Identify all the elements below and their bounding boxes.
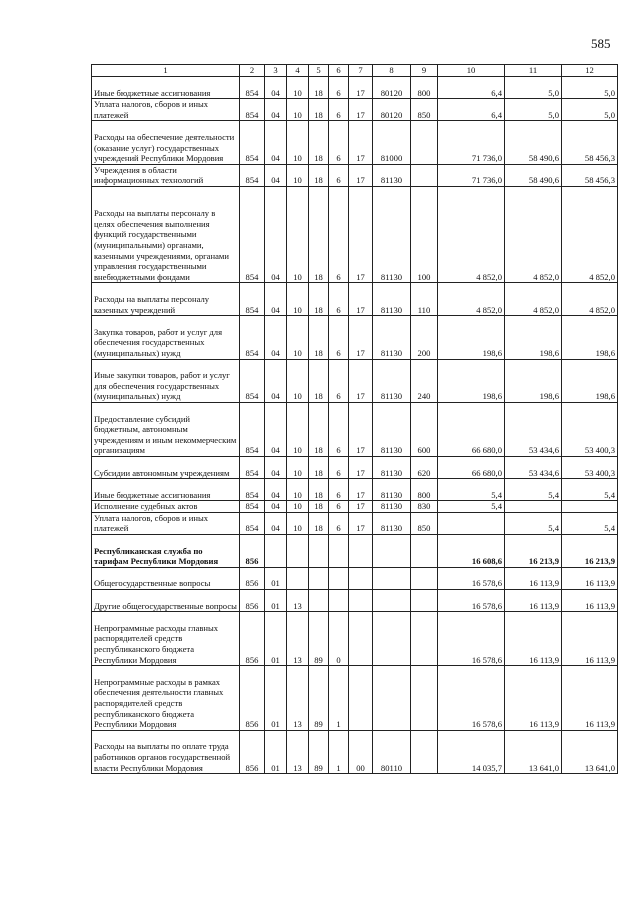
- row-label: Общегосударственные вопросы: [92, 567, 240, 589]
- cell-col-8: 81130: [373, 316, 411, 359]
- cell-col-10: 16 578,6: [438, 590, 505, 612]
- table-row: [92, 164, 618, 186]
- cell-col-12: 4 852,0: [562, 283, 618, 316]
- cell-col-4: 10: [287, 402, 309, 456]
- cell-col-3: 04: [265, 512, 287, 534]
- column-header-9: 9: [411, 65, 438, 77]
- cell-col-12: 16 113,9: [562, 612, 618, 666]
- row-label: Другие общегосударственные вопросы: [92, 590, 240, 612]
- cell-col-2: 854: [240, 359, 265, 402]
- cell-col-11: 5,4: [505, 512, 562, 534]
- cell-col-7: 17: [349, 316, 373, 359]
- cell-col-6: [329, 567, 349, 589]
- cell-col-3: 04: [265, 186, 287, 282]
- column-header-11: 11: [505, 65, 562, 77]
- cell-col-11: 16 113,9: [505, 567, 562, 589]
- column-header-7: 7: [349, 65, 373, 77]
- cell-col-8: 81130: [373, 456, 411, 478]
- cell-col-10: 16 578,6: [438, 666, 505, 731]
- cell-col-4: 10: [287, 99, 309, 121]
- cell-col-9: 240: [411, 359, 438, 402]
- cell-col-12: 5,4: [562, 479, 618, 501]
- cell-col-9: 850: [411, 512, 438, 534]
- row-label: Иные бюджетные ассигнования: [92, 479, 240, 501]
- cell-col-4: 13: [287, 730, 309, 773]
- cell-col-3: 04: [265, 456, 287, 478]
- cell-col-9: 600: [411, 402, 438, 456]
- cell-col-10: 6,4: [438, 77, 505, 99]
- cell-col-3: 04: [265, 99, 287, 121]
- cell-col-10: 71 736,0: [438, 164, 505, 186]
- cell-col-9: [411, 535, 438, 568]
- cell-col-9: [411, 567, 438, 589]
- cell-col-8: [373, 612, 411, 666]
- cell-col-2: 854: [240, 121, 265, 164]
- cell-col-10: 14 035,7: [438, 730, 505, 773]
- cell-col-10: 5,4: [438, 479, 505, 501]
- budget-table: [91, 64, 618, 774]
- cell-col-12: 16 113,9: [562, 666, 618, 731]
- cell-col-4: 10: [287, 316, 309, 359]
- cell-col-11: 16 213,9: [505, 535, 562, 568]
- cell-col-9: [411, 612, 438, 666]
- cell-col-9: 800: [411, 77, 438, 99]
- cell-col-12: 5,0: [562, 99, 618, 121]
- cell-col-5: [309, 567, 329, 589]
- cell-col-8: 81130: [373, 479, 411, 501]
- cell-col-11: 198,6: [505, 316, 562, 359]
- cell-col-6: 6: [329, 512, 349, 534]
- cell-col-4: 13: [287, 666, 309, 731]
- cell-col-9: 620: [411, 456, 438, 478]
- cell-col-4: 13: [287, 590, 309, 612]
- table-row: [92, 77, 618, 99]
- cell-col-6: 6: [329, 283, 349, 316]
- cell-col-10: 4 852,0: [438, 186, 505, 282]
- cell-col-8: 81000: [373, 121, 411, 164]
- cell-col-12: 5,0: [562, 77, 618, 99]
- cell-col-4: 10: [287, 456, 309, 478]
- cell-col-5: 18: [309, 479, 329, 501]
- table-row: [92, 535, 618, 568]
- cell-col-6: 6: [329, 501, 349, 513]
- cell-col-4: 10: [287, 164, 309, 186]
- cell-col-7: 17: [349, 359, 373, 402]
- cell-col-5: 18: [309, 359, 329, 402]
- table-row: [92, 666, 618, 731]
- cell-col-12: 53 400,3: [562, 402, 618, 456]
- cell-col-10: 5,4: [438, 501, 505, 513]
- cell-col-5: 18: [309, 283, 329, 316]
- cell-col-12: 13 641,0: [562, 730, 618, 773]
- cell-col-6: 6: [329, 359, 349, 402]
- row-label: Непрограммные расходы главных распорядителей средств республиканского бюджета Республики Мордовия: [92, 612, 240, 666]
- cell-col-9: 200: [411, 316, 438, 359]
- cell-col-5: 89: [309, 730, 329, 773]
- cell-col-6: [329, 535, 349, 568]
- cell-col-6: 6: [329, 164, 349, 186]
- cell-col-9: 100: [411, 186, 438, 282]
- cell-col-11: 5,0: [505, 77, 562, 99]
- cell-col-7: 17: [349, 402, 373, 456]
- cell-col-7: [349, 590, 373, 612]
- cell-col-7: 17: [349, 283, 373, 316]
- table-row: [92, 501, 618, 513]
- cell-col-4: [287, 567, 309, 589]
- cell-col-10: [438, 512, 505, 534]
- cell-col-10: 16 578,6: [438, 612, 505, 666]
- table-row: [92, 359, 618, 402]
- cell-col-6: 6: [329, 121, 349, 164]
- table-row: [92, 512, 618, 534]
- cell-col-6: 6: [329, 402, 349, 456]
- cell-col-5: 18: [309, 402, 329, 456]
- cell-col-7: [349, 666, 373, 731]
- cell-col-2: 854: [240, 283, 265, 316]
- row-label: Непрограммные расходы в рамках обеспечения деятельности главных распорядителей средств республиканского бюджета Республики Мордовия: [92, 666, 240, 731]
- cell-col-9: [411, 730, 438, 773]
- cell-col-11: 53 434,6: [505, 402, 562, 456]
- cell-col-5: 18: [309, 316, 329, 359]
- cell-col-10: 4 852,0: [438, 283, 505, 316]
- column-header-10: 10: [438, 65, 505, 77]
- cell-col-3: 04: [265, 501, 287, 513]
- cell-col-2: 856: [240, 590, 265, 612]
- table-row: [92, 479, 618, 501]
- cell-col-7: [349, 567, 373, 589]
- cell-col-4: 13: [287, 612, 309, 666]
- cell-col-12: 16 113,9: [562, 567, 618, 589]
- cell-col-11: 4 852,0: [505, 186, 562, 282]
- column-header-5: 5: [309, 65, 329, 77]
- table-row: [92, 590, 618, 612]
- row-label: Закупка товаров, работ и услуг для обеспечения государственных (муниципальных) нужд: [92, 316, 240, 359]
- row-label: Уплата налогов, сборов и иных платежей: [92, 99, 240, 121]
- cell-col-12: 58 456,3: [562, 121, 618, 164]
- cell-col-2: 854: [240, 479, 265, 501]
- cell-col-4: 10: [287, 186, 309, 282]
- cell-col-8: [373, 567, 411, 589]
- cell-col-8: 81130: [373, 359, 411, 402]
- cell-col-7: 17: [349, 77, 373, 99]
- cell-col-11: 16 113,9: [505, 612, 562, 666]
- column-header-2: 2: [240, 65, 265, 77]
- table-row: [92, 612, 618, 666]
- cell-col-5: 18: [309, 186, 329, 282]
- cell-col-3: 04: [265, 479, 287, 501]
- cell-col-12: 16 213,9: [562, 535, 618, 568]
- cell-col-8: 80120: [373, 99, 411, 121]
- cell-col-6: 6: [329, 99, 349, 121]
- cell-col-3: 04: [265, 77, 287, 99]
- row-label: Расходы на обеспечение деятельности (оказание услуг) государственных учреждений Республики Мордовия: [92, 121, 240, 164]
- cell-col-6: 6: [329, 186, 349, 282]
- cell-col-5: 18: [309, 456, 329, 478]
- cell-col-8: 81130: [373, 164, 411, 186]
- table-body: [92, 77, 618, 774]
- cell-col-2: 854: [240, 164, 265, 186]
- cell-col-5: 18: [309, 99, 329, 121]
- cell-col-7: 17: [349, 99, 373, 121]
- cell-col-3: 01: [265, 612, 287, 666]
- row-label: Расходы на выплаты персоналу в целях обеспечения выполнения функций государственными (муниципальными) органами, казенными учреждениями, органами управления государственными внебюджетными фондами: [92, 186, 240, 282]
- cell-col-6: 1: [329, 666, 349, 731]
- row-label: Субсидии автономным учреждениям: [92, 456, 240, 478]
- cell-col-5: [309, 535, 329, 568]
- cell-col-10: 198,6: [438, 316, 505, 359]
- cell-col-3: 04: [265, 402, 287, 456]
- cell-col-11: 16 113,9: [505, 666, 562, 731]
- cell-col-2: 854: [240, 402, 265, 456]
- cell-col-2: 856: [240, 612, 265, 666]
- cell-col-8: [373, 590, 411, 612]
- cell-col-4: 10: [287, 359, 309, 402]
- cell-col-7: [349, 535, 373, 568]
- column-header-8: 8: [373, 65, 411, 77]
- cell-col-4: 10: [287, 283, 309, 316]
- cell-col-8: 81130: [373, 283, 411, 316]
- cell-col-10: 66 680,0: [438, 456, 505, 478]
- cell-col-7: 00: [349, 730, 373, 773]
- cell-col-10: 66 680,0: [438, 402, 505, 456]
- cell-col-12: [562, 501, 618, 513]
- cell-col-7: [349, 612, 373, 666]
- cell-col-8: 81130: [373, 186, 411, 282]
- cell-col-2: 854: [240, 186, 265, 282]
- cell-col-7: 17: [349, 121, 373, 164]
- cell-col-11: 198,6: [505, 359, 562, 402]
- cell-col-4: 10: [287, 121, 309, 164]
- cell-col-11: [505, 501, 562, 513]
- cell-col-3: 04: [265, 164, 287, 186]
- table-row: [92, 121, 618, 164]
- table-row: [92, 730, 618, 773]
- cell-col-6: 6: [329, 456, 349, 478]
- row-label: Республиканская служба по тарифам Республики Мордовия: [92, 535, 240, 568]
- cell-col-7: 17: [349, 512, 373, 534]
- cell-col-12: 53 400,3: [562, 456, 618, 478]
- cell-col-8: 80120: [373, 77, 411, 99]
- cell-col-6: 6: [329, 316, 349, 359]
- cell-col-4: 10: [287, 479, 309, 501]
- cell-col-3: 04: [265, 316, 287, 359]
- cell-col-2: 854: [240, 316, 265, 359]
- cell-col-6: [329, 590, 349, 612]
- cell-col-7: 17: [349, 164, 373, 186]
- cell-col-3: 04: [265, 283, 287, 316]
- cell-col-9: 850: [411, 99, 438, 121]
- cell-col-6: 0: [329, 612, 349, 666]
- cell-col-6: 6: [329, 77, 349, 99]
- table-row: [92, 99, 618, 121]
- cell-col-2: 856: [240, 666, 265, 731]
- cell-col-2: 856: [240, 567, 265, 589]
- cell-col-5: 18: [309, 121, 329, 164]
- page-number: 585: [591, 36, 611, 51]
- cell-col-3: 01: [265, 730, 287, 773]
- column-header-12: 12: [562, 65, 618, 77]
- cell-col-2: 856: [240, 730, 265, 773]
- row-label: Предоставление субсидий бюджетным, автономным учреждениям и иным некоммерческим организациям: [92, 402, 240, 456]
- cell-col-11: 13 641,0: [505, 730, 562, 773]
- cell-col-11: 58 490,6: [505, 121, 562, 164]
- cell-col-3: 01: [265, 666, 287, 731]
- cell-col-11: 5,4: [505, 479, 562, 501]
- row-label: Исполнение судебных актов: [92, 501, 240, 513]
- header-row: [92, 65, 618, 77]
- cell-col-2: 854: [240, 77, 265, 99]
- cell-col-2: 854: [240, 99, 265, 121]
- cell-col-4: 10: [287, 501, 309, 513]
- row-label: Расходы на выплаты персоналу казенных учреждений: [92, 283, 240, 316]
- cell-col-9: [411, 164, 438, 186]
- table-row: [92, 186, 618, 282]
- column-header-4: 4: [287, 65, 309, 77]
- cell-col-10: 6,4: [438, 99, 505, 121]
- cell-col-9: 800: [411, 479, 438, 501]
- cell-col-7: 17: [349, 479, 373, 501]
- cell-col-11: 58 490,6: [505, 164, 562, 186]
- cell-col-2: 856: [240, 535, 265, 568]
- cell-col-10: 198,6: [438, 359, 505, 402]
- cell-col-7: 17: [349, 186, 373, 282]
- cell-col-8: 81130: [373, 402, 411, 456]
- cell-col-3: 04: [265, 359, 287, 402]
- cell-col-2: 854: [240, 501, 265, 513]
- cell-col-8: [373, 535, 411, 568]
- cell-col-4: 10: [287, 512, 309, 534]
- cell-col-11: 5,0: [505, 99, 562, 121]
- cell-col-5: [309, 590, 329, 612]
- cell-col-10: 16 608,6: [438, 535, 505, 568]
- cell-col-12: 4 852,0: [562, 186, 618, 282]
- table-row: [92, 402, 618, 456]
- cell-col-12: 5,4: [562, 512, 618, 534]
- cell-col-3: 01: [265, 567, 287, 589]
- cell-col-3: [265, 535, 287, 568]
- cell-col-5: 89: [309, 666, 329, 731]
- cell-col-6: 1: [329, 730, 349, 773]
- row-label: Уплата налогов, сборов и иных платежей: [92, 512, 240, 534]
- table-row: [92, 456, 618, 478]
- cell-col-4: 10: [287, 77, 309, 99]
- cell-col-4: [287, 535, 309, 568]
- cell-col-5: 89: [309, 612, 329, 666]
- cell-col-12: 58 456,3: [562, 164, 618, 186]
- cell-col-11: 4 852,0: [505, 283, 562, 316]
- table-row: [92, 567, 618, 589]
- column-header-6: 6: [329, 65, 349, 77]
- cell-col-3: 04: [265, 121, 287, 164]
- cell-col-9: [411, 666, 438, 731]
- column-header-3: 3: [265, 65, 287, 77]
- table-row: [92, 316, 618, 359]
- cell-col-2: 854: [240, 456, 265, 478]
- cell-col-7: 17: [349, 501, 373, 513]
- cell-col-2: 854: [240, 512, 265, 534]
- cell-col-6: 6: [329, 479, 349, 501]
- cell-col-5: 18: [309, 501, 329, 513]
- cell-col-9: 830: [411, 501, 438, 513]
- cell-col-5: 18: [309, 77, 329, 99]
- cell-col-10: 16 578,6: [438, 567, 505, 589]
- cell-col-12: 198,6: [562, 316, 618, 359]
- cell-col-8: [373, 666, 411, 731]
- cell-col-8: 81130: [373, 501, 411, 513]
- cell-col-12: 198,6: [562, 359, 618, 402]
- row-label: Расходы на выплаты по оплате труда работников органов государственной власти Республики Мордовия: [92, 730, 240, 773]
- table-row: [92, 283, 618, 316]
- cell-col-8: 81130: [373, 512, 411, 534]
- cell-col-9: 110: [411, 283, 438, 316]
- row-label: Учреждения в области информационных технологий: [92, 164, 240, 186]
- cell-col-7: 17: [349, 456, 373, 478]
- cell-col-5: 18: [309, 512, 329, 534]
- row-label: Иные бюджетные ассигнования: [92, 77, 240, 99]
- cell-col-9: [411, 590, 438, 612]
- cell-col-11: 16 113,9: [505, 590, 562, 612]
- cell-col-3: 01: [265, 590, 287, 612]
- cell-col-9: [411, 121, 438, 164]
- cell-col-10: 71 736,0: [438, 121, 505, 164]
- cell-col-11: 53 434,6: [505, 456, 562, 478]
- cell-col-12: 16 113,9: [562, 590, 618, 612]
- cell-col-8: 80110: [373, 730, 411, 773]
- row-label: Иные закупки товаров, работ и услуг для обеспечения государственных (муниципальных) нужд: [92, 359, 240, 402]
- cell-col-5: 18: [309, 164, 329, 186]
- column-header-1: 1: [92, 65, 240, 77]
